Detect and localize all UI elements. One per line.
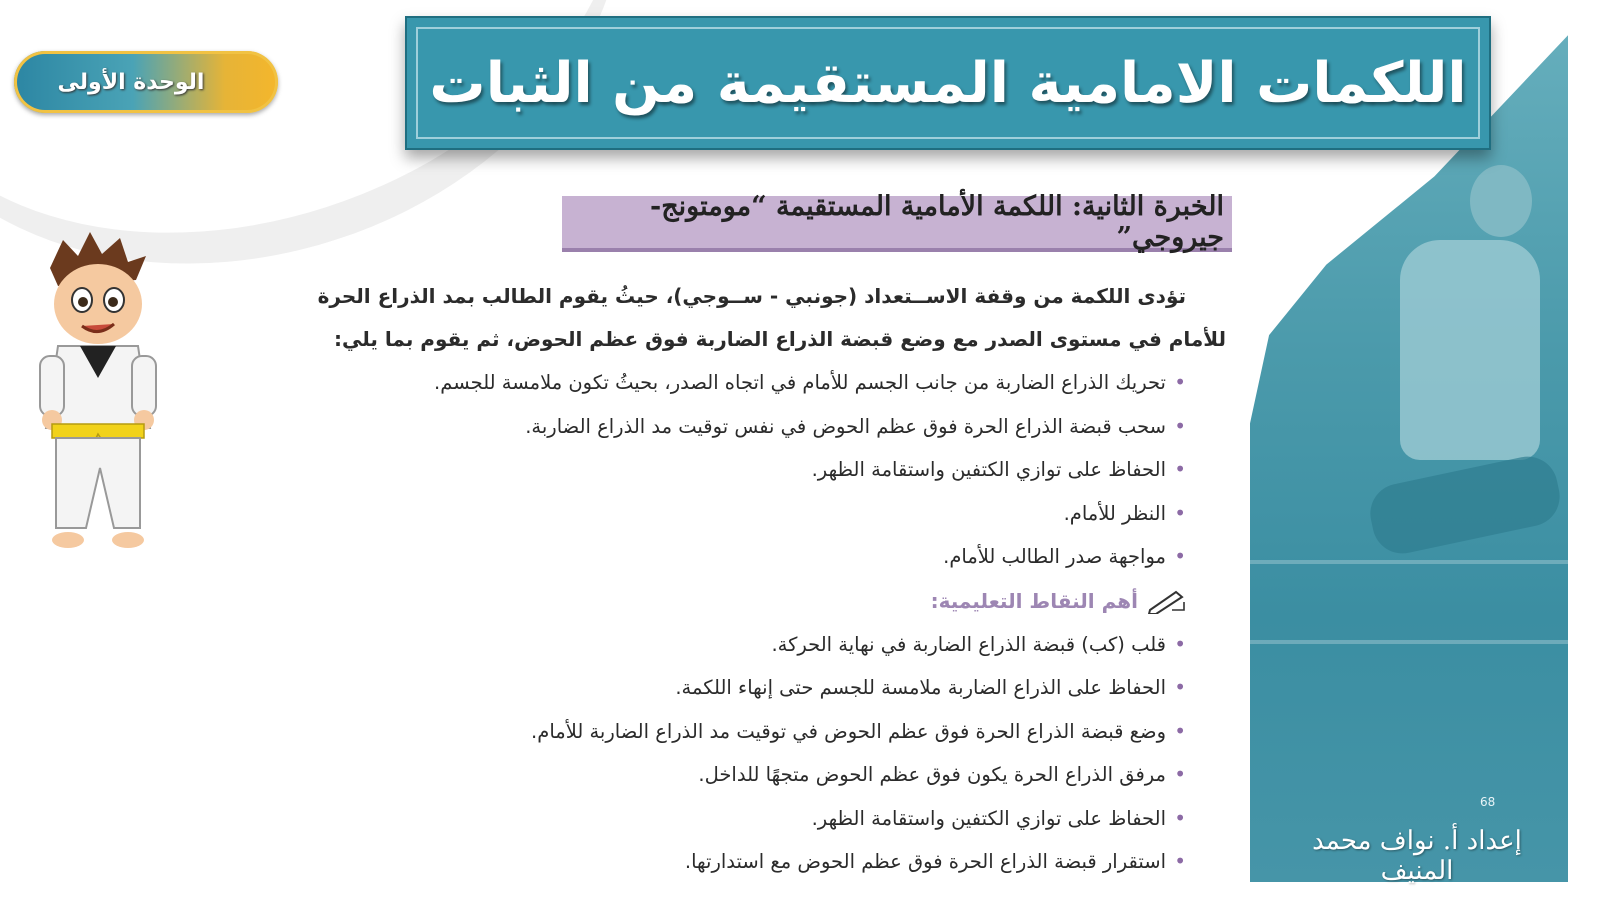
subtitle-text: الخبرة الثانية: اللكمة الأمامية المستقيمة “مومتونج- جيروجي” bbox=[649, 191, 1224, 253]
athlete-figure bbox=[1400, 240, 1540, 460]
karate-kid-illustration bbox=[28, 228, 168, 558]
intro-line: للأمام في مستوى الصدر مع وضع قبضة الذراع الضاربة فوق عظم الحوض، ثم يقوم بما يلي: bbox=[334, 327, 1226, 351]
page-number: 68 bbox=[1480, 795, 1496, 809]
lesson-content bbox=[232, 275, 1226, 884]
photo-stripe bbox=[1250, 560, 1568, 564]
list-item: • مواجهة صدر الطالب للأمام. bbox=[232, 535, 1226, 579]
steps-list bbox=[232, 361, 1226, 579]
list-item: • مرفق الذراع الحرة يكون فوق عظم الحوض متجهًا للداخل. bbox=[232, 753, 1226, 797]
intro-line: تؤدى اللكمة من وقفة الاســتعداد (جونبي - ســوجي)، حيثُ يقوم الطالب بمد الذراع الحرة bbox=[317, 284, 1186, 308]
list-item: • النظر للأمام. bbox=[232, 492, 1226, 536]
athlete-head bbox=[1470, 165, 1532, 237]
teaching-points-heading bbox=[232, 579, 1226, 623]
list-item: • الحفاظ على توازي الكتفين واستقامة الظهر. bbox=[232, 797, 1226, 841]
title-banner bbox=[405, 16, 1491, 150]
list-item: • وضع قبضة الذراع الحرة فوق عظم الحوض في توقيت مد الذراع الضاربة للأمام. bbox=[232, 710, 1226, 754]
unit-badge-label: الوحدة الأولى bbox=[57, 69, 205, 95]
athlete-leg bbox=[1365, 451, 1565, 559]
list-item: • استقرار قبضة الذراع الحرة فوق عظم الحوض مع استدارتها. bbox=[232, 840, 1226, 884]
photo-stripe bbox=[1250, 640, 1568, 644]
teaching-points-title: أهم النقاط التعليمية: bbox=[930, 588, 1138, 613]
teaching-points-list bbox=[232, 623, 1226, 884]
author-credit: إعداد أ. نواف محمد المنيف bbox=[1312, 826, 1522, 886]
list-item: • سحب قبضة الذراع الحرة فوق عظم الحوض في نفس توقيت مد الذراع الضاربة. bbox=[232, 405, 1226, 449]
pen-writing-icon bbox=[1146, 588, 1186, 614]
list-item: • الحفاظ على توازي الكتفين واستقامة الظهر. bbox=[232, 448, 1226, 492]
list-item: • قلب (كب) قبضة الذراع الضاربة في نهاية الحركة. bbox=[232, 623, 1226, 667]
subtitle-box bbox=[562, 191, 1232, 253]
list-item: • الحفاظ على الذراع الضاربة ملامسة للجسم حتى إنهاء اللكمة. bbox=[232, 666, 1226, 710]
unit-badge bbox=[14, 51, 278, 113]
intro-paragraph bbox=[232, 275, 1226, 361]
list-item: • تحريك الذراع الضاربة من جانب الجسم للأمام في اتجاه الصدر، بحيثُ تكون ملامسة للجسم. bbox=[232, 361, 1226, 405]
slide-title: اللكمات الامامية المستقيمة من الثبات bbox=[429, 50, 1467, 116]
